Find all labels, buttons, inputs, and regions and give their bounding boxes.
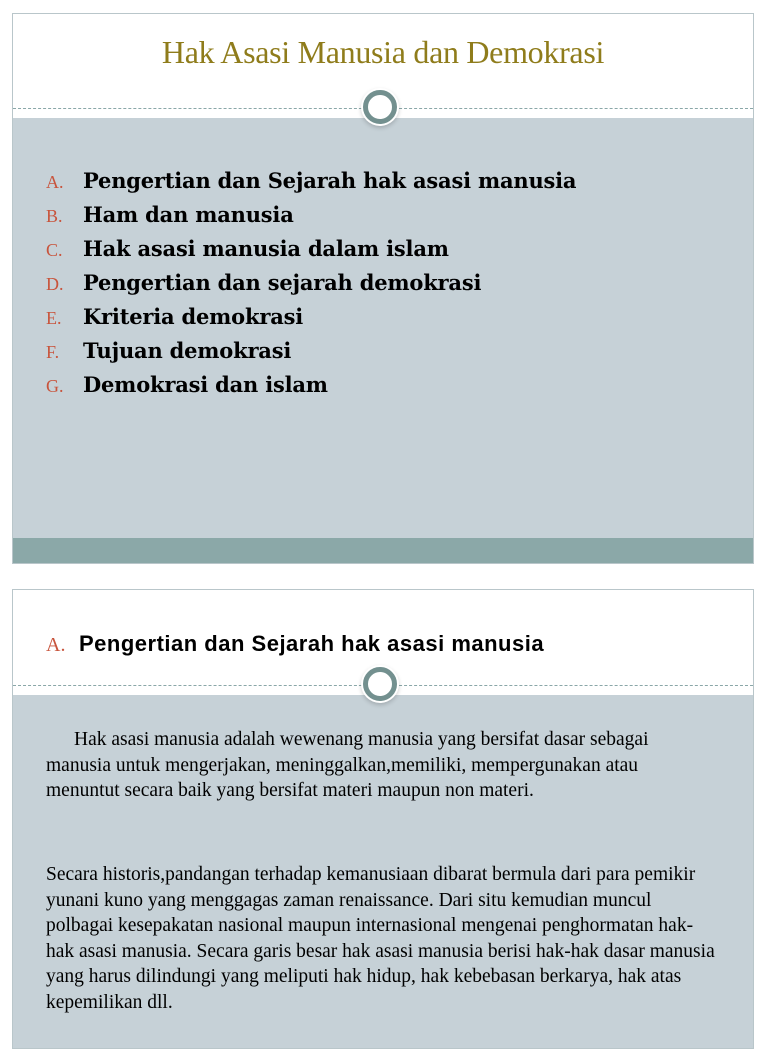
topic-text: Pengertian dan sejarah demokrasi [83,270,482,295]
topic-text: Demokrasi dan islam [83,372,328,397]
slide-1 [12,13,754,564]
heading-text: Pengertian dan Sejarah hak asasi manusia [79,631,545,656]
topic-marker: D. [46,274,64,294]
topic-item [46,266,576,300]
slide-2-heading [46,631,544,657]
topic-item [46,334,576,368]
topic-item [46,198,576,232]
topic-marker: A. [46,172,64,192]
heading-marker: A. [46,634,66,656]
topic-marker: G. [46,376,64,396]
topic-item [46,164,576,198]
topic-text: Tujuan demokrasi [83,338,292,363]
circle-ornament-icon [363,667,397,701]
topic-marker: F. [46,342,60,362]
slide-1-footer-bar [13,538,753,564]
topic-text: Kriteria demokrasi [83,304,304,329]
topic-list [46,164,576,402]
topic-text: Pengertian dan Sejarah hak asasi manusia [83,168,577,193]
topic-item [46,368,576,402]
topic-marker: C. [46,240,63,260]
topic-marker: B. [46,206,63,226]
history-paragraph: Secara historis,pandangan terhadap kemanusiaan dibarat bermula dari para pemikir yunani kuno yang menggagas zaman renaissance. Dari situ kemudian muncul polbagai kesepakatan nasional maupun internasional mengenai penghormatan hak-hak asasi manusia. Secara garis besar hak asasi manusia berisi hak-hak dasar manusia yang harus dilindungi yang meliputi hak hidup, hak kebebasan berkarya, hak atas kepemilikan dll. [46,864,715,1013]
topic-item [46,300,576,334]
circle-ornament-icon [363,90,397,124]
slide-2 [12,589,754,1049]
slide-1-title: Hak Asasi Manusia dan Demokrasi [161,34,605,70]
topic-item [46,232,576,266]
topic-marker: E. [46,308,62,328]
topic-text: Hak asasi manusia dalam islam [83,236,449,261]
definition-paragraph: Hak asasi manusia adalah wewenang manusia yang bersifat dasar sebagai manusia untuk mengerjakan, meninggalkan,memiliki, mempergunakan atau menuntut secara baik yang bersifat materi maupun non materi. [46,729,649,801]
topic-text: Ham dan manusia [83,202,294,227]
